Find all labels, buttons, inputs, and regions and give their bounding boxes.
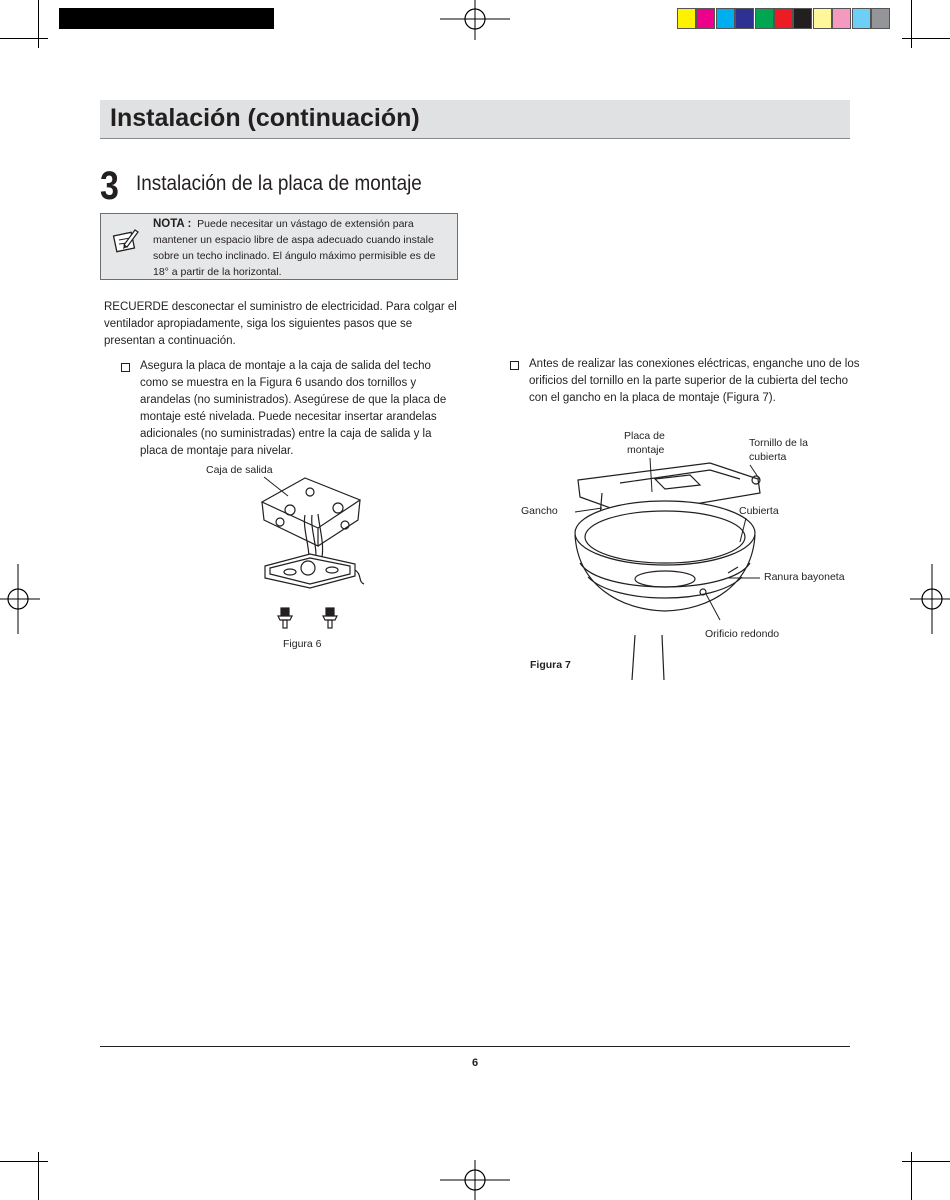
color-swatch [716,8,735,29]
color-swatch [735,8,754,29]
note-label: NOTA : [153,218,192,230]
crop-mark [0,38,48,39]
color-swatch [832,8,851,29]
figure6-caption: Figura 6 [283,638,322,650]
crop-mark [902,1161,950,1162]
printer-black-bar [59,8,274,29]
registration-mark-right [910,564,950,634]
step-title: Instalación de la placa de montaje [136,172,422,195]
fig7-label-plate-line1: Placa de [624,430,665,442]
step-number: 3 [100,164,119,208]
crop-mark [911,0,912,48]
footer-rule [100,1046,850,1047]
crop-mark [38,1152,39,1200]
fig7-label-hook: Gancho [521,505,558,517]
figure7-caption: Figura 7 [530,659,571,671]
color-swatch [871,8,890,29]
fig7-label-screw-line2: cubierta [749,451,787,463]
note-body: Puede necesitar un vástago de extensión para mantener un espacio libre de aspa adecuado cuando instale sobre un techo inclinado. El ángulo máximo permisible es de 18° a partir de la horizontal. [153,218,436,278]
section-title: Instalación (continuación) [110,104,420,132]
color-swatch [696,8,715,29]
crop-mark [0,1161,48,1162]
bullet-checkbox [121,363,130,372]
color-swatch [793,8,812,29]
crop-mark [911,1152,912,1200]
page-number: 6 [471,1057,479,1069]
color-swatch [813,8,832,29]
color-swatch [755,8,774,29]
color-swatch [852,8,871,29]
remember-paragraph: RECUERDE desconectar el suministro de electricidad. Para colgar el ventilador apropiadamente, siga los siguientes pasos que se presentan a continuación. [104,301,457,347]
figure7-leader-lines [560,420,780,640]
crop-mark [38,0,39,48]
color-swatch [677,8,696,29]
bullet-2-text: Antes de realizar las conexiones eléctricas, enganche uno de los orificios del tornillo en la parte superior de la cubierta del techo con el gancho en la placa de montaje (Figura 7). [529,358,860,404]
registration-mark-top [440,0,510,40]
fig7-label-bayonet-slot: Ranura bayoneta [764,571,845,583]
fig6-leader-line [262,476,292,498]
bullet-checkbox [510,361,519,370]
bullet-1-text: Asegura la placa de montaje a la caja de salida del techo como se muestra en la Figura 6 usando dos tornillos y arandelas (no suministrados). Asegúrese de que la placa de montaje esté nivelada. Puede necesitar insertar arandelas adicionales (no suministradas) entre la caja de salida y la placa de montaje para nivelar. [140,360,447,457]
color-swatch [774,8,793,29]
registration-mark-bottom [440,1160,510,1200]
fig7-label-round-hole: Orificio redondo [705,628,780,640]
fig7-label-plate-line2: montaje [627,444,665,456]
fig6-label-outlet-box: Caja de salida [206,464,273,476]
note-pencil-icon [110,226,140,256]
registration-mark-left [0,564,40,634]
note-text [153,216,453,280]
fig7-label-canopy: Cubierta [739,505,779,517]
fig7-label-screw-line1: Tornillo de la [749,437,808,449]
crop-mark [902,38,950,39]
